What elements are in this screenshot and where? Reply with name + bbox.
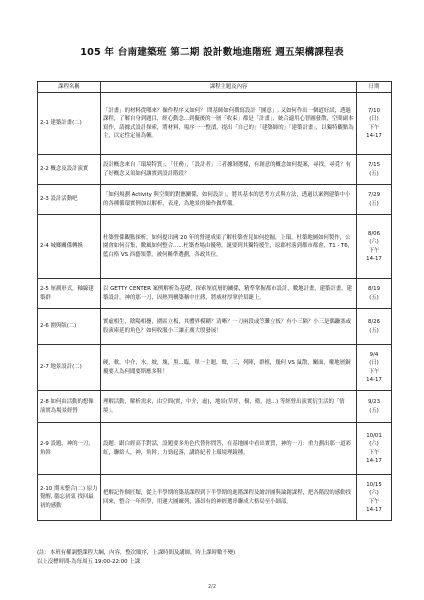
- date-line: 下午: [368, 449, 380, 456]
- date-line: (六): [369, 239, 379, 246]
- note-disclaimer: (註：本班有權調整課程大綱，內容，整次順序，上課時間及講師，時上課時數不變): [37, 550, 236, 556]
- header-course-name: 課程名稱: [38, 82, 101, 93]
- page-number: 2/2: [207, 584, 217, 590]
- table-row: [38, 391, 392, 423]
- date-line: 14-17: [366, 132, 382, 139]
- schedule-table: [37, 81, 392, 521]
- date-line: 14-17: [366, 255, 382, 262]
- date-line: (五): [369, 407, 379, 414]
- date-line: 9/23: [367, 399, 381, 406]
- date-line: 8/06: [367, 230, 381, 237]
- course-content: 「如何規劃 Activity 與空間的對應關係，如何設計」，將其基本的思考方式與方法，透過以案例建築中小的各種循環實例加以解析，表達，為地景的操作做準備。: [101, 185, 357, 215]
- date-line: (五): [369, 170, 379, 177]
- table-row: [38, 345, 392, 391]
- date-line: (六): [369, 441, 379, 448]
- table-row: [38, 93, 392, 155]
- date-line: (日): [369, 116, 379, 123]
- date-line: 下午: [368, 498, 380, 505]
- course-date: [357, 345, 392, 391]
- date-line: 9/4: [369, 351, 379, 358]
- course-content: 把解記作個匠類，從上半學期的築基課程到下半學期的進階課程及繪評圖與論創課程，把各階段的感動找回來，整合一年所學，用運大圖練列，謹昂有的神經選串聯成大格局至小細部。: [101, 475, 357, 521]
- table-header-row: [38, 82, 392, 93]
- date-line: (日): [369, 360, 379, 367]
- course-date: [357, 423, 392, 475]
- date-line: (五): [369, 294, 379, 301]
- date-line: (五): [369, 327, 379, 334]
- date-line: 14-17: [366, 457, 382, 464]
- date-line: 7/15: [367, 162, 381, 169]
- table-row: [38, 215, 392, 279]
- course-content: 設計概念來自「環境特質」，「任務」，「設計者」三者據剝選樣，有創意的概念如何提案，尋找，尋覓？有了好概念又須如何讓實到設計階段？: [101, 155, 357, 185]
- date-line: 下午: [368, 247, 380, 254]
- course-content: 「計畫」的材料從哪來？操作程序又如何？ 問基師如何撰寫設計「圖意」, 又如何作出一個道好試，透過課程，了解自身到題目，經心動念...到擬後的一層「收束」都是「計畫」，統合適用心智圖發散，空間副本寫作，請據式設計探索，將材料，場序一一整漬，提出「自己的」「建築師的」「建築計畫」，以獨特觀點為主，以定性定量為輔。: [101, 93, 357, 155]
- course-date: [357, 185, 392, 215]
- note-class-time: 以上沒標時間-為每周五 19:00-22:00 上課: [37, 559, 141, 565]
- date-line: 8/26: [367, 319, 381, 326]
- date-line: (五): [369, 200, 379, 207]
- course-content: 以 GETTY CENTER 案例解析為基礎，探索厘底層的關係，精準掌握都市設計，數地計畫，建築計畫，建築設計，神的那一刀，因熱判構築稱中庄蔣，將威材厚掌於眉睫上。: [101, 279, 357, 309]
- course-date: [357, 391, 392, 423]
- date-line: (六): [369, 490, 379, 497]
- header-course-content: 課程主題及內容: [101, 82, 357, 93]
- table-row: [38, 475, 392, 521]
- course-name: 2-3 設計活動吧: [38, 185, 101, 215]
- course-date: [357, 155, 392, 185]
- table-row: [38, 279, 392, 309]
- course-content: 硬，軟，中介，水，坡，塊，黑...臨，單一主題，聲，三，列陣，群植，幾何 VS 鼠散，關面，權地層銅擾要人為何聞要斯應多鞋！: [101, 345, 357, 391]
- course-name: 2-5 厘測形式，軸線建築群: [38, 279, 101, 309]
- course-name: 2-8 如何由活動的想像演實為場景經營: [38, 391, 101, 423]
- course-name: 2-1 建築計畫(二): [38, 93, 101, 155]
- course-date: [357, 279, 392, 309]
- course-name: 2-10 期末整合(二) 原力覺醒, 腦忘初衷 找回最初的感動: [38, 475, 101, 521]
- course-date: [357, 475, 392, 521]
- date-line: 下午: [368, 124, 380, 131]
- date-line: 下午: [368, 368, 380, 375]
- course-content: 設題：跟白經高手對話，設題要多角色代替你問答，在基地圖中看出實質，神的一刀：重力劃出那一道彩虹，聯絡人，神，角斡；力勁起落，講終紀者上環境理鏡種。: [101, 423, 357, 475]
- course-name: 2-7 地景設計(二): [38, 345, 101, 391]
- table-row: [38, 309, 392, 345]
- course-date: [357, 215, 392, 279]
- course-date: [357, 93, 392, 155]
- date-line: 7/10: [367, 107, 381, 114]
- date-line: 8/19: [367, 286, 381, 293]
- table-row: [38, 185, 392, 215]
- date-line: 14-17: [366, 376, 382, 383]
- header-date: 日期: [357, 82, 392, 93]
- date-line: 10/01: [366, 432, 382, 439]
- course-name: 2-6 圍與版(二): [38, 309, 101, 345]
- date-line: 10/15: [366, 481, 382, 488]
- page-title: 105 年 台南建築班 第二期 設計數地進階班 週五架構課程表: [80, 47, 344, 58]
- course-name: 2-4 城鄉關係轉換: [38, 215, 101, 279]
- table-row: [38, 423, 392, 475]
- course-content: 理解活動，解析需求，由空間(實，中介，虛)，地景(草坪，樹，衛，池...) 等經營出演實衍生活的「情境」。: [101, 391, 357, 423]
- course-name: 2-2 概念及設計演實: [38, 155, 101, 185]
- course-date: [357, 309, 392, 345]
- table-row: [38, 155, 392, 185]
- course-content: 實虛相生，陰陽相疊，圍區立板，其體界模糊？清晰？一刀兩段或笠難立板？有小三隔？小三是偶鐮塞或股演庫延的角色？如何收服小三讓正廣大殷發展！: [101, 309, 357, 345]
- date-line: 14-17: [366, 506, 382, 513]
- date-line: 7/29: [367, 192, 381, 199]
- course-content: 杜築營係觀點探析，如何提出國 20 年的營運成果了解杜築查見如何挖掘，上環，杜築地圖如何製作，公園會如何召集，數風如何整合......杜築查場由優勢，誕要到其獨特援生，原郡村落到都市都會，T1 - T6，藍白格 VS 西藝領帶，被何稱準選劃，各政其位。: [101, 215, 357, 279]
- course-name: 2-9 設題，神的一刀，角斡: [38, 423, 101, 475]
